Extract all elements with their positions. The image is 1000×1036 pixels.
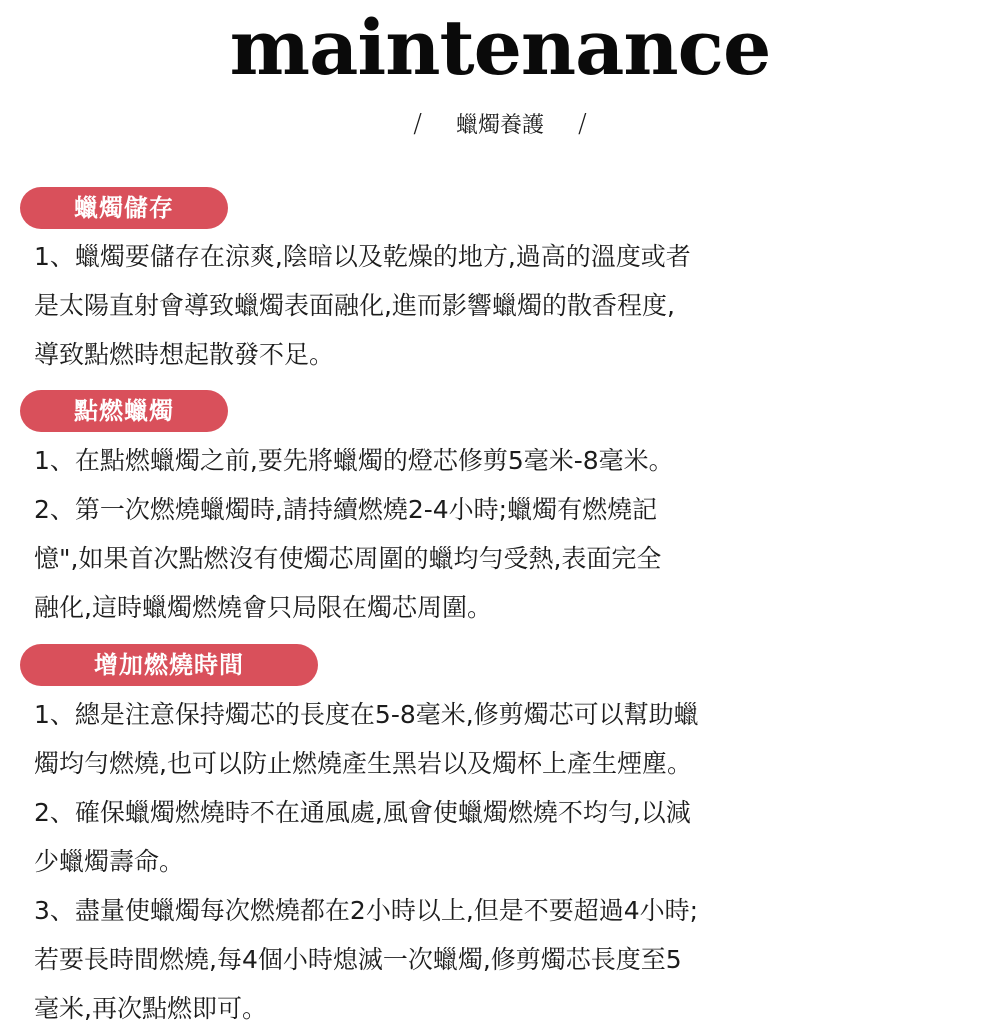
- text-line: 毫米,再次點燃即可。: [34, 994, 267, 1023]
- subtitle-text: 蠟燭養護: [455, 113, 544, 138]
- text-line: 少蠟燭壽命。: [34, 847, 185, 876]
- section-text-lighting: [34, 436, 974, 632]
- text-line: 2、確保蠟燭燃燒時不在通風處,風會使蠟燭燃燒不均勻,以減: [34, 798, 691, 827]
- divider-slash: /: [413, 109, 422, 139]
- text-line: 3、盡量使蠟燭每次燃燒都在2小時以上,但是不要超過4小時;: [34, 896, 699, 925]
- text-line: 1、在點燃蠟燭之前,要先將蠟燭的燈芯修剪5毫米-8毫米。: [34, 446, 674, 475]
- text-line: 1、蠟燭要儲存在涼爽,陰暗以及乾燥的地方,過高的溫度或者: [34, 242, 691, 271]
- text-line: 1、總是注意保持燭芯的長度在5-8毫米,修剪燭芯可以幫助蠟: [34, 700, 699, 729]
- text-line: 燭均勻燃燒,也可以防止燃燒產生黑岩以及燭杯上產生煙塵。: [34, 749, 692, 778]
- text-line: 憶",如果首次點燃沒有使燭芯周圍的蠟均勻受熱,表面完全: [34, 544, 662, 573]
- text-line: 若要長時間燃燒,每4個小時熄滅一次蠟燭,修剪燭芯長度至5: [34, 945, 682, 974]
- section-text-storage: [34, 232, 974, 379]
- text-line: 2、第一次燃燒蠟燭時,請持續燃燒2-4小時;蠟燭有燃燒記: [34, 495, 658, 524]
- text-line: 是太陽直射會導致蠟燭表面融化,進而影響蠟燭的散香程度,: [34, 291, 675, 320]
- section-heading-lighting: 點燃蠟燭: [20, 390, 228, 432]
- section-heading-burn-time: 增加燃燒時間: [20, 644, 318, 686]
- section-heading-storage: 蠟燭儲存: [20, 187, 228, 229]
- page-title: maintenance: [229, 3, 771, 92]
- text-line: 融化,這時蠟燭燃燒會只局限在燭芯周圍。: [34, 593, 492, 622]
- divider-slash: /: [578, 109, 587, 139]
- section-text-burn-time: [34, 690, 974, 1033]
- text-line: 導致點燃時想起散發不足。: [34, 340, 335, 369]
- page-subtitle: [0, 104, 1000, 146]
